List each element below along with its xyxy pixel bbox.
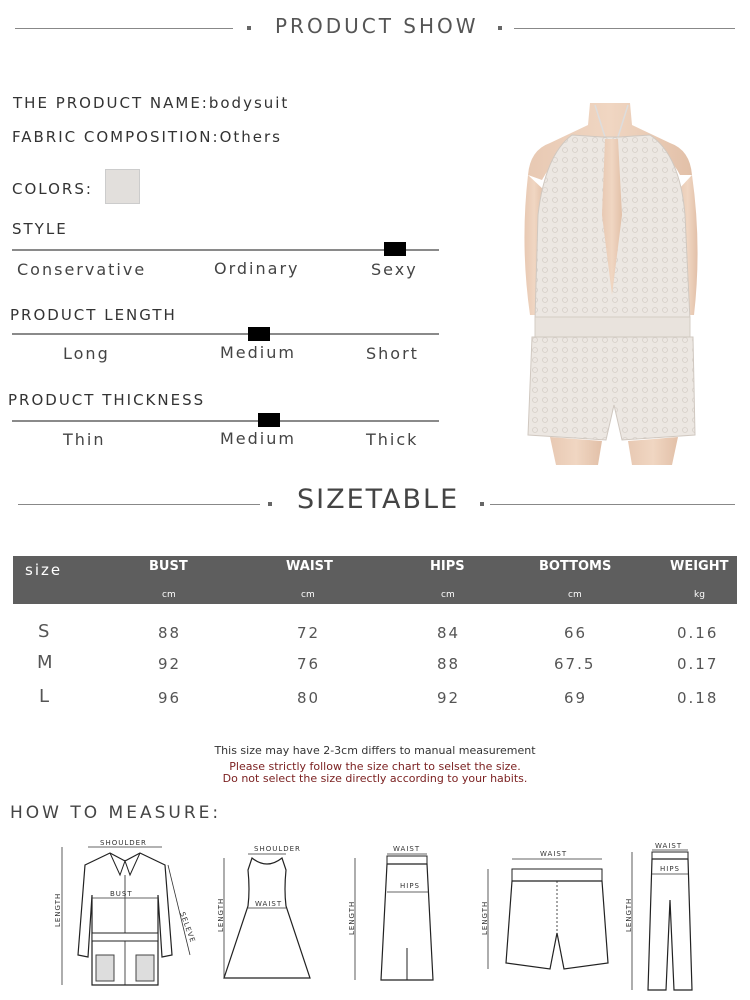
style-scale-line: [12, 249, 439, 251]
header-rule-left: [15, 28, 233, 29]
row-l-hips: 92: [437, 689, 461, 707]
length-title: PRODUCT LENGTH: [10, 306, 177, 324]
col-unit-bottoms: cm: [568, 590, 582, 600]
row-s-hips: 84: [437, 624, 461, 642]
section-title-sizetable: SIZETABLE: [297, 484, 460, 515]
skirt-length-label: LENGTH: [348, 900, 356, 935]
row-m-weight: 0.17: [677, 655, 719, 673]
header-rule-right: [514, 28, 735, 29]
col-unit-weight: kg: [694, 590, 705, 600]
dress-waist-label: WAIST: [255, 900, 283, 908]
row-l-waist: 80: [297, 689, 321, 707]
thickness-option-thin: Thin: [63, 430, 106, 449]
length-option-short: Short: [366, 344, 419, 363]
col-header-hips: HIPS: [430, 559, 465, 574]
row-l-size: L: [39, 686, 52, 707]
jacket-bust-label: BUST: [110, 890, 133, 898]
row-l-weight: 0.18: [677, 689, 719, 707]
section-title-product-show: PRODUCT SHOW: [275, 14, 479, 38]
note-measurement: This size may have 2-3cm differs to manual measurement: [214, 744, 536, 757]
shorts-diagram: [478, 845, 613, 975]
jacket-diagram: [50, 835, 200, 995]
row-s-size: S: [38, 621, 52, 642]
length-scale-line: [12, 333, 439, 335]
thickness-scale-line: [12, 420, 439, 422]
row-s-bottoms: 66: [564, 624, 588, 642]
sizetable-dot-left: [268, 502, 272, 506]
pants-length-label: LENGTH: [625, 897, 633, 932]
row-m-bust: 92: [158, 655, 182, 673]
shorts-waist-label: WAIST: [540, 850, 568, 858]
length-option-medium: Medium: [220, 343, 296, 362]
thickness-title: PRODUCT THICKNESS: [8, 391, 206, 409]
size-table-header: [13, 556, 737, 604]
sizetable-rule-right: [490, 504, 735, 505]
row-m-waist: 76: [297, 655, 321, 673]
skirt-hips-label: HIPS: [400, 882, 420, 890]
row-m-size: M: [37, 652, 55, 673]
pants-diagram: [622, 840, 702, 995]
row-l-bust: 96: [158, 689, 182, 707]
row-m-bottoms: 67.5: [554, 655, 596, 673]
row-l-bottoms: 69: [564, 689, 588, 707]
col-header-bust: BUST: [149, 559, 188, 574]
skirt-diagram: [345, 840, 445, 990]
sizetable-dot-right: [480, 502, 484, 506]
thickness-option-medium: Medium: [220, 429, 296, 448]
fabric-composition: FABRIC COMPOSITION:Others: [12, 128, 282, 146]
sizetable-rule-left: [18, 504, 260, 505]
header-dot-right: [498, 26, 502, 30]
product-photo: [510, 95, 730, 470]
dress-length-label: LENGTH: [217, 897, 225, 932]
product-name: THE PRODUCT NAME:bodysuit: [13, 94, 290, 112]
dress-diagram: [214, 840, 314, 990]
jacket-sleeve-label: SELEVE: [178, 910, 197, 945]
how-to-measure-title: HOW TO MEASURE:: [10, 803, 222, 823]
length-marker: [248, 327, 270, 341]
col-unit-hips: cm: [441, 590, 455, 600]
note-follow-chart: Please strictly follow the size chart to selset the size.: [229, 760, 521, 773]
length-option-long: Long: [63, 344, 110, 363]
header-dot-left: [247, 26, 251, 30]
row-s-bust: 88: [158, 624, 182, 642]
color-swatch[interactable]: [105, 169, 140, 204]
skirt-waist-label: WAIST: [393, 845, 421, 853]
style-option-ordinary: Ordinary: [214, 259, 300, 278]
col-header-bottoms: BOTTOMS: [539, 559, 612, 574]
col-header-size: size: [25, 561, 63, 579]
dress-shoulder-label: SHOULDER: [254, 845, 301, 853]
style-option-sexy: Sexy: [371, 260, 418, 279]
pants-waist-label: WAIST: [655, 842, 683, 850]
row-s-weight: 0.16: [677, 624, 719, 642]
jacket-shoulder-label: SHOULDER: [100, 839, 147, 847]
col-header-weight: WEIGHT: [670, 559, 729, 574]
row-m-hips: 88: [437, 655, 461, 673]
colors-label: COLORS:: [12, 180, 93, 198]
col-unit-waist: cm: [301, 590, 315, 600]
style-title: STYLE: [12, 220, 68, 238]
col-unit-bust: cm: [162, 590, 176, 600]
style-option-conservative: Conservative: [17, 260, 147, 279]
col-header-waist: WAIST: [286, 559, 333, 574]
style-marker: [384, 242, 406, 256]
shorts-length-label: LENGTH: [481, 900, 489, 935]
thickness-marker: [258, 413, 280, 427]
pants-hips-label: HIPS: [660, 865, 680, 873]
note-habits: Do not select the size directly according to your habits.: [222, 772, 528, 785]
jacket-length-label: LENGTH: [54, 892, 62, 927]
thickness-option-thick: Thick: [366, 430, 419, 449]
row-s-waist: 72: [297, 624, 321, 642]
